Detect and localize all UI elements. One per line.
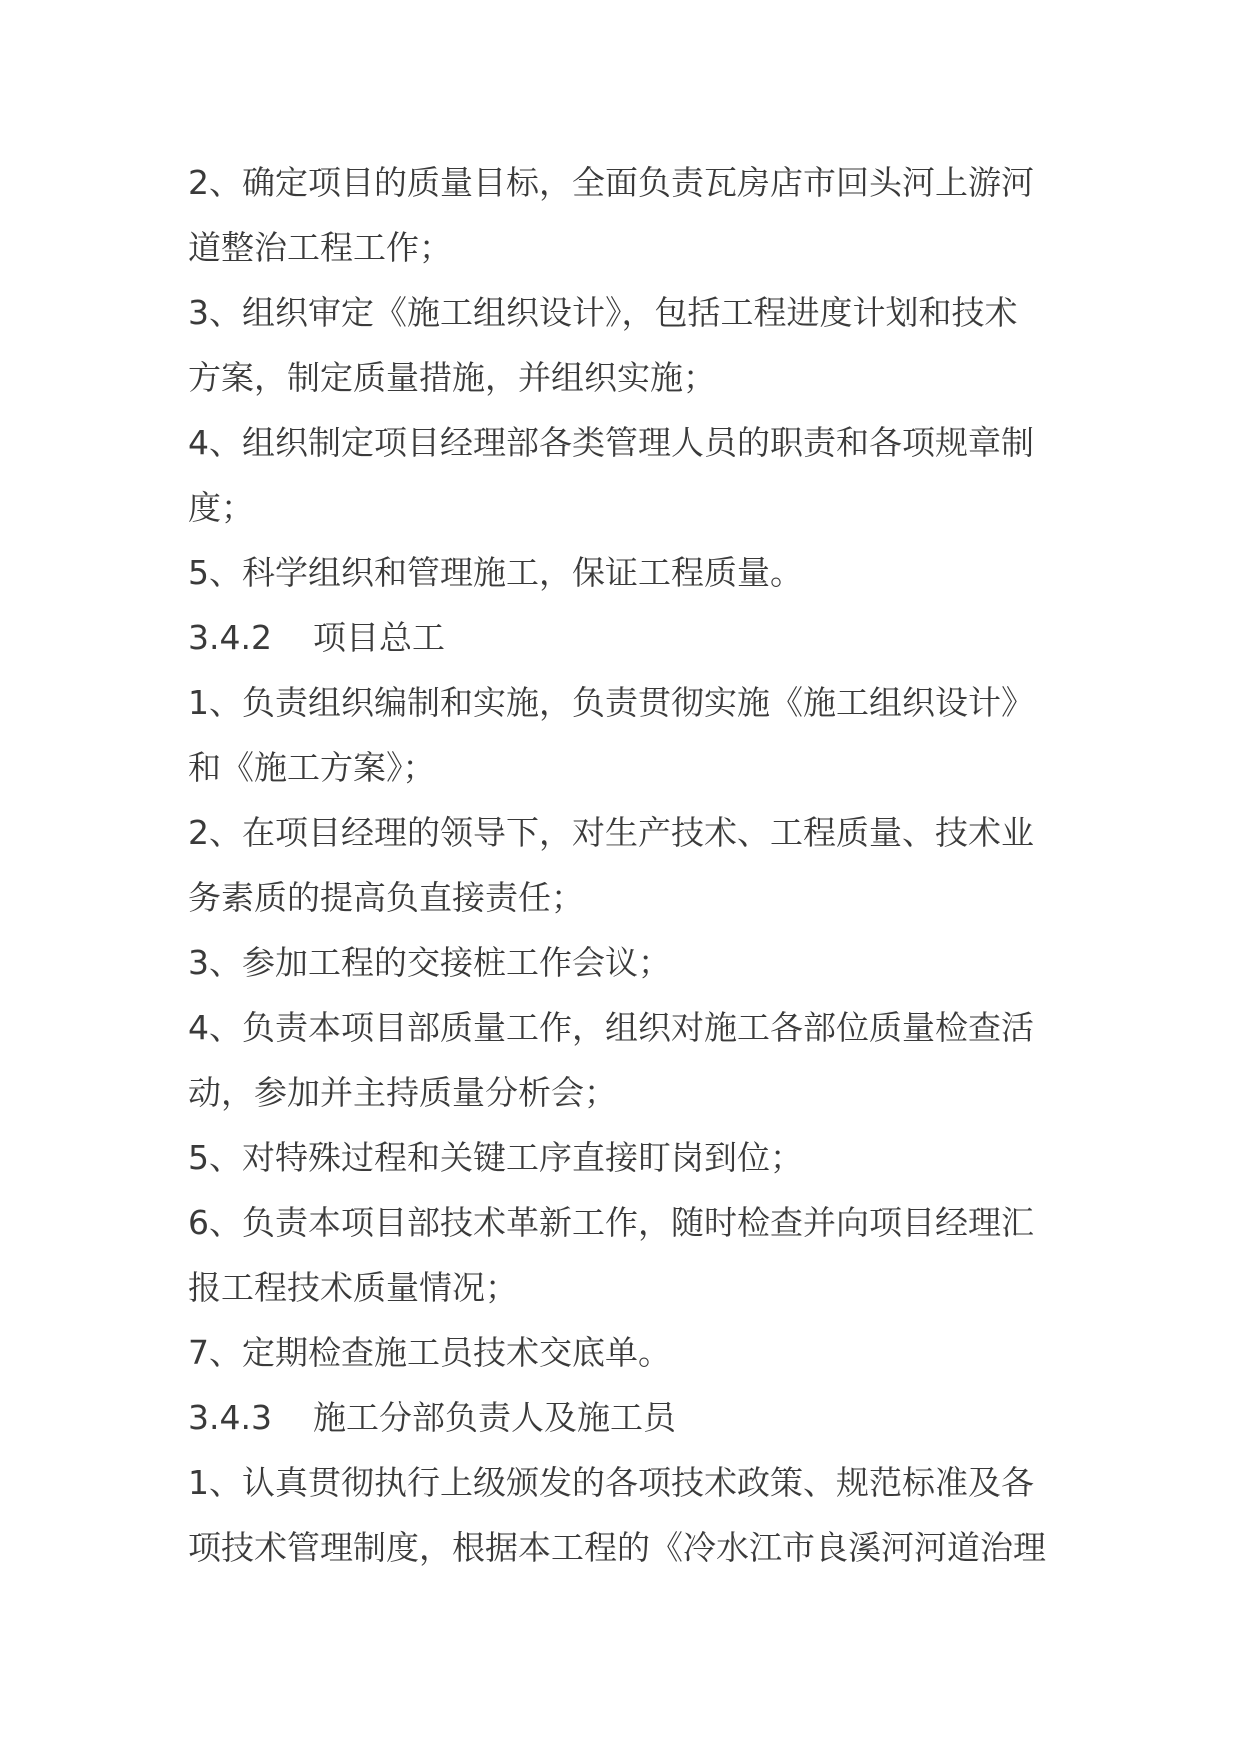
list-item-line: 报工程技术质量情况； [188, 1268, 518, 1307]
document-body [188, 150, 1068, 1580]
list-item-line: 项技术管理制度，根据本工程的《冷水江市良溪河河道治理 [188, 1528, 1046, 1567]
list-item-line: 4、负责本项目部质量工作，组织对施工各部位质量检查活 [188, 1008, 1034, 1047]
paragraph-line: 5、科学组织和管理施工，保证工程质量。 [188, 553, 803, 592]
list-item-line: 5、对特殊过程和关键工序直接盯岗到位； [188, 1138, 803, 1177]
section-title: 项目总工 [313, 618, 445, 657]
paragraph-line: 4、组织制定项目经理部各类管理人员的职责和各项规章制 [188, 423, 1034, 462]
section-heading [188, 605, 1068, 670]
list-item-line: 3、参加工程的交接桩工作会议； [188, 943, 671, 982]
list-item-line: 1、负责组织编制和实施，负责贯彻实施《施工组织设计》 [188, 683, 1034, 722]
list-item-line: 和《施工方案》； [188, 748, 436, 787]
paragraph-line: 2、确定项目的质量目标，全面负责瓦房店市回头河上游河 [188, 163, 1034, 202]
list-item-line: 6、负责本项目部技术革新工作，随时检查并向项目经理汇 [188, 1203, 1034, 1242]
paragraph-line: 度； [188, 488, 254, 527]
list-item-line: 1、认真贯彻执行上级颁发的各项技术政策、规范标准及各 [188, 1463, 1034, 1502]
paragraph-line: 3、组织审定《施工组织设计》，包括工程进度计划和技术 [188, 293, 1018, 332]
list-item-line: 动，参加并主持质量分析会； [188, 1073, 617, 1112]
section-number: 3.4.2 [188, 618, 272, 657]
section-heading [188, 1385, 1068, 1450]
list-item-line: 2、在项目经理的领导下，对生产技术、工程质量、技术业 [188, 813, 1034, 852]
section-title: 施工分部负责人及施工员 [313, 1398, 676, 1437]
list-item-line: 7、定期检查施工员技术交底单。 [188, 1333, 671, 1372]
section-number: 3.4.3 [188, 1398, 272, 1437]
paragraph-line: 道整治工程工作； [188, 228, 452, 267]
paragraph-line: 方案，制定质量措施，并组织实施； [188, 358, 716, 397]
list-item-line: 务素质的提高负直接责任； [188, 878, 584, 917]
